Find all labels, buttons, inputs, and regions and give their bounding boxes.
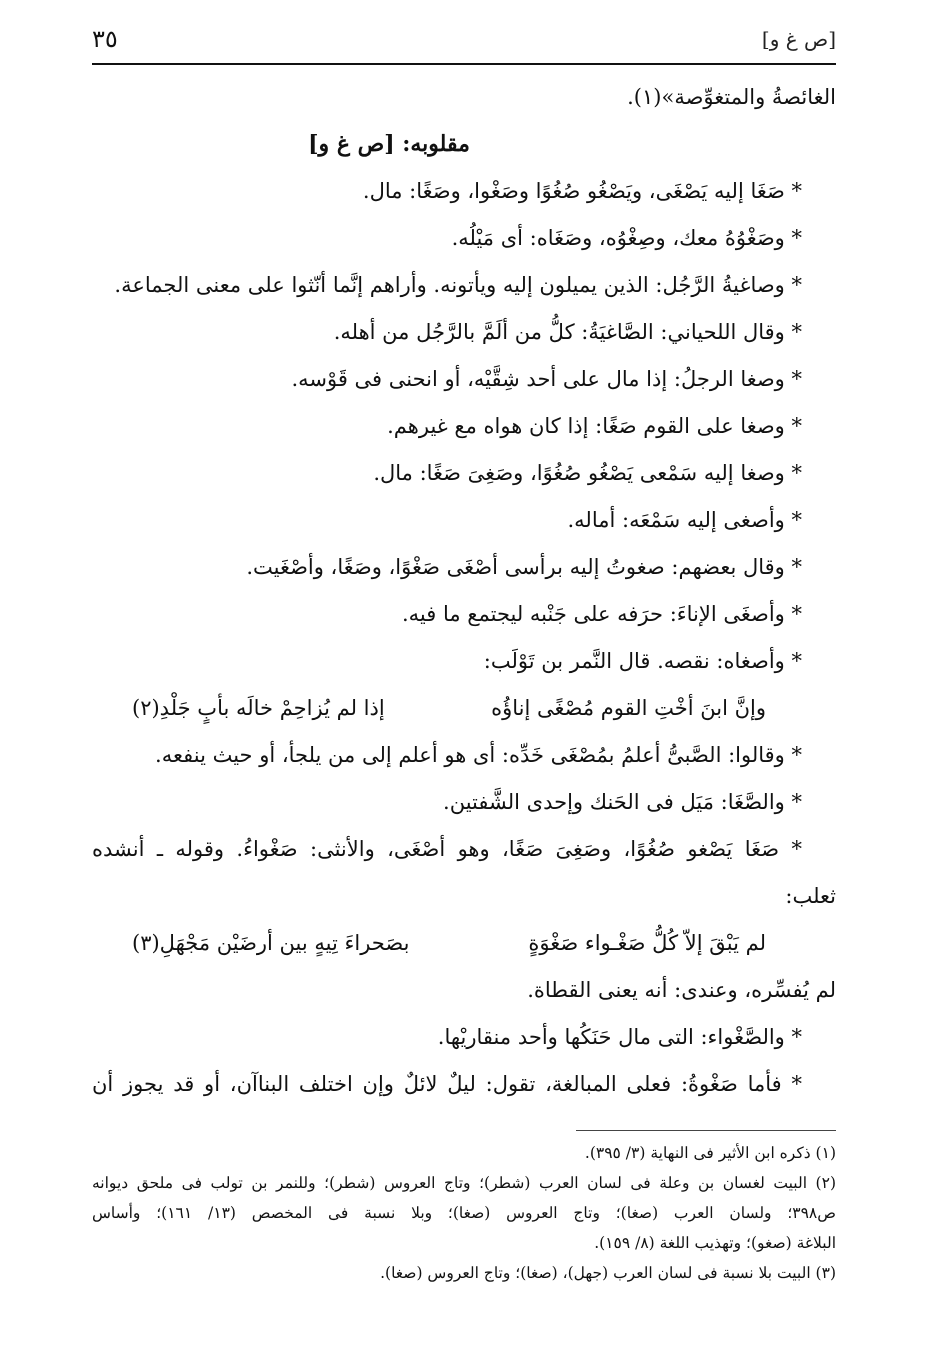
text-line: لم يُفسِّره، وعندى: أنه يعنى القطاة. (527, 978, 836, 1002)
verse-first-hemistich: لم يَبْقَ إلاّ كُلُّ صَغْـواء صَغْوَةٍ (528, 931, 766, 955)
text-line: * وقال اللحياني: الصَّاغيَةُ: كلُّ من ألَمَّ بالرَّجُل من أهله. (333, 320, 802, 344)
verse-second-hemistich: بصَحراءَ تِيهٍ بين أرضَيْن مَجْهَلِ(٣) (132, 931, 410, 955)
footnote-1: (١) ذكره ابن الأثير فى النهاية (٣/ ٣٩٥). (584, 1144, 836, 1162)
text-line: * فأما صَغْوةُ: فعلى المبالغة، تقول: ليلٌ لائلٌ وإن اختلف البناآن، أو قد يجوز أن (92, 1072, 802, 1096)
page-header (92, 18, 836, 60)
footnote-2: (٢) البيت لغسان بن وعلة فى لسان العرب (شطر)؛ وتاج العروس (شطر)؛ وللنمر بن تولب فى ملحق ديوانه (92, 1174, 836, 1192)
opening-line: الغائصةُ والمتغوِّصة»(١). (627, 85, 836, 109)
text-line: ثعلب: (785, 884, 836, 908)
poetry-verse (92, 920, 836, 967)
text-line: * صَغَا يَصْغو صُغُوًا، وصَغِىَ صَغًا، وهو أصْغَى، والأنثى: صَغْواءُ. وقوله ـ أنشده (92, 837, 802, 861)
text-line: * وأصغاه: نقصه. قال النَّمر بن تَوْلَب: (483, 649, 802, 673)
poetry-verse (92, 685, 836, 732)
text-line: * والصَّغْواء: التى مال حَنَكُها وأحد منقاريْها. (437, 1025, 802, 1049)
text-line: * وصَغْوُهُ معك، وصِغْوُه، وصَغَاه: أى مَيْلُه. (451, 226, 802, 250)
footnote-2-continued: البلاغة (صغو)؛ وتهذيب اللغة (٨/ ١٥٩). (594, 1234, 836, 1252)
text-line: * وصغا على القوم صَغًا: إذا كان هواه مع غيرهم. (387, 414, 802, 438)
header-root-label: [ص غ و] (761, 27, 836, 51)
section-heading: مقلوبه: [ص غ و] (308, 131, 470, 157)
text-line: * وقال بعضهم: صغوتُ إليه برأسى أصْغَى صَغْوًا، وصَغًا، وأصْغَيت. (246, 555, 802, 579)
page-number: ٣٥ (92, 25, 118, 53)
text-line: * وأصغى إليه سَمْعَه: أماله. (567, 508, 802, 532)
footnote-2-continued: ص٣٩٨؛ ولسان العرب (صغا)؛ وتاج العروس (صغا)؛ وبلا نسبة فى المخصص (١٣/ ١٦١)؛ وأساس (92, 1204, 837, 1222)
verse-first-hemistich: وإنَّ ابنَ أخْتِ القوم مُصْغًى إناؤُه (491, 696, 766, 720)
main-text (92, 74, 836, 1108)
text-line: * وصغا إليه سَمْعى يَصْغُو صُغُوًا، وصَغِىَ صَغًا: مال. (373, 461, 802, 485)
footnote-divider (576, 1130, 836, 1131)
footnote-3: (٣) البيت بلا نسبة فى لسان العرب (جهل)، (صغا)؛ وتاج العروس (صغا). (380, 1264, 836, 1282)
text-line: * صَغَا إليه يَصْغَى، ويَصْغُو صُغُوًا وصَغْوا، وصَغًا: مال. (362, 179, 802, 203)
text-line: * والصَّغَا: مَيَل فى الحَنك وإحدى الشَّفتين. (443, 790, 802, 814)
header-divider (92, 63, 836, 65)
text-line: * وصغا الرجلُ: إذا مال على أحد شِقَّيْه، أو انحنى فى قَوْسه. (291, 367, 802, 391)
text-line: * وصاغيةُ الرَّجُل: الذين يميلون إليه ويأتونه. وأراهم إنَّما أنّثوا على معنى الجماعة. (114, 273, 802, 297)
text-line: * وقالوا: الصَّبىُّ أعلمُ بمُصْغَى خَدِّه: أى هو أعلم إلى من يلجأ، أو حيث ينفعه. (155, 743, 802, 767)
footnotes (92, 1138, 836, 1288)
verse-second-hemistich: إذا لم يُزاحِمْ خالَه بأبٍ جَلْدِ(٢) (132, 696, 385, 720)
text-line: * وأصغَى الإناءَ: حرَفه على جَنْبه ليجتمع ما فيه. (401, 602, 802, 626)
